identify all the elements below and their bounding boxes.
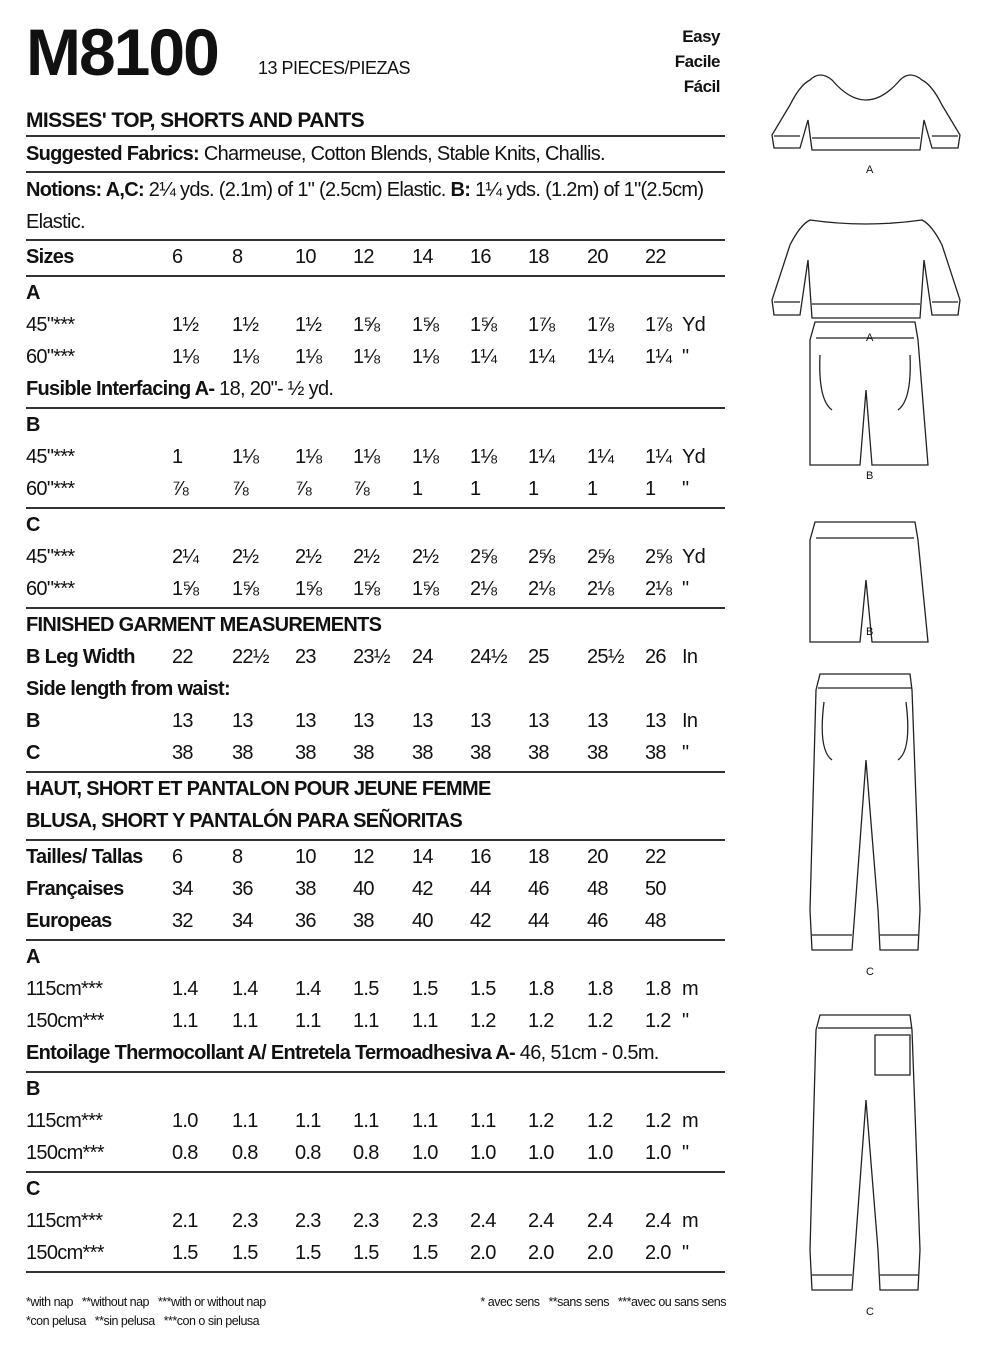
footnote-es: *con pelusa **sin pelusa ***con o sin pelusa [26, 1314, 260, 1328]
cell-value: 1.5 [353, 1242, 379, 1264]
cell-value: 2.0 [528, 1242, 554, 1264]
cell-value: 16 [470, 246, 491, 268]
cell-value: 38 [172, 742, 193, 764]
row-label: 45"*** [26, 314, 75, 336]
cell-value: 0.8 [232, 1142, 258, 1164]
cell-value: 1.2 [528, 1010, 554, 1032]
view-a-top-back-illustration [772, 220, 960, 318]
cell-value: 1⅛ [172, 346, 199, 368]
cell-value: 38 [587, 742, 608, 764]
cell-value: 1⅝ [172, 578, 199, 600]
cell-value: 13 [412, 710, 433, 732]
table-row [26, 309, 725, 341]
cell-value: 42 [470, 910, 491, 932]
cell-value: 1.1 [412, 1110, 438, 1132]
row-label: BLUSA, SHORT Y PANTALÓN PARA SEÑORITAS [26, 810, 463, 832]
notions [26, 173, 725, 241]
cell-value: 34 [232, 910, 253, 932]
cell-value: 2¼ [172, 546, 199, 568]
cell-value: 2⅛ [470, 578, 497, 600]
table-section [26, 277, 725, 409]
cell-value: 13 [353, 710, 374, 732]
cell-value: 1¼ [587, 446, 614, 468]
table-row [26, 773, 725, 805]
cell-value: 1.1 [295, 1110, 321, 1132]
table-section [26, 941, 725, 1073]
cell-value: 1.5 [353, 978, 379, 1000]
view-label: C [866, 966, 874, 978]
cell-value: 1 [528, 478, 539, 500]
cell-value: 1.1 [470, 1110, 496, 1132]
cell-value: 44 [528, 910, 549, 932]
cell-value: 1.5 [295, 1242, 321, 1264]
cell-value: 1⅛ [232, 346, 259, 368]
row-label: HAUT, SHORT ET PANTALON POUR JEUNE FEMME [26, 778, 491, 800]
cell-value: 1.8 [528, 978, 554, 1000]
yardage-table [26, 241, 725, 1273]
cell-value: 13 [470, 710, 491, 732]
cell-value: 2½ [353, 546, 380, 568]
cell-value: 40 [412, 910, 433, 932]
cell-value: 2⅛ [587, 578, 614, 600]
cell-value: ⅞ [172, 478, 188, 500]
table-row [26, 1037, 725, 1069]
cell-value: 2.0 [587, 1242, 613, 1264]
fabrics-text: Charmeuse, Cotton Blends, Stable Knits, Challis. [199, 143, 605, 165]
view-label: A [866, 164, 874, 176]
cell-value: 1.0 [528, 1142, 554, 1164]
cell-value: 2.3 [295, 1210, 321, 1232]
table-row [26, 373, 725, 405]
cell-value: 16 [470, 846, 491, 868]
row-label: Europeas [26, 910, 112, 932]
table-row [26, 241, 725, 273]
cell-value: 1⅛ [295, 346, 322, 368]
cell-value: 1.1 [232, 1010, 258, 1032]
cell-value: 1⅞ [528, 314, 555, 336]
cell-value: 1⅝ [295, 578, 322, 600]
footnote-fr: * avec sens **sans sens ***avec ou sans sens [480, 1295, 726, 1309]
cell-value: 1.2 [645, 1110, 671, 1132]
row-label: C [26, 742, 40, 764]
cell-value: 44 [470, 878, 491, 900]
table-row [26, 673, 725, 705]
cell-value: 1.5 [232, 1242, 258, 1264]
cell-value: 20 [587, 846, 608, 868]
row-label: Françaises [26, 878, 124, 900]
row-label: 150cm*** [26, 1010, 104, 1032]
table-row [26, 509, 725, 541]
cell-value: 1⅛ [353, 346, 380, 368]
row-label [26, 1037, 659, 1069]
table-row [26, 941, 725, 973]
cell-value: 38 [353, 910, 374, 932]
row-label: C [26, 514, 40, 536]
cell-value: 10 [295, 846, 316, 868]
cell-value: 13 [232, 710, 253, 732]
difficulty-fr: Facile [674, 52, 720, 71]
suggested-fabrics [26, 137, 725, 173]
table-row [26, 1105, 725, 1137]
table-row [26, 1205, 725, 1237]
table-section [26, 409, 725, 509]
cell-value: 1⅛ [232, 446, 259, 468]
cell-value: 1⅛ [412, 346, 439, 368]
cell-value: 48 [645, 910, 666, 932]
row-label: B [26, 710, 40, 732]
row-label: 150cm*** [26, 1242, 104, 1264]
cell-value: 12 [353, 846, 374, 868]
cell-value: 24 [412, 646, 433, 668]
cell-value: 2.0 [645, 1242, 671, 1264]
unit-label: m [682, 1110, 698, 1132]
table-row [26, 409, 725, 441]
table-section [26, 773, 725, 841]
cell-value: 1.4 [295, 978, 321, 1000]
cell-value: 2.4 [645, 1210, 671, 1232]
cell-value: 10 [295, 246, 316, 268]
cell-value: 1⅛ [353, 446, 380, 468]
cell-value: 23 [295, 646, 316, 668]
cell-value: 6 [172, 846, 183, 868]
view-label: A [866, 332, 874, 344]
cell-value: 22½ [232, 646, 269, 668]
row-note: 46, 51cm - 0.5m. [514, 1042, 659, 1064]
cell-value: 22 [172, 646, 193, 668]
cell-value: 2.4 [470, 1210, 496, 1232]
footnotes [26, 1293, 726, 1331]
cell-value: 6 [172, 246, 183, 268]
row-label: 45"*** [26, 546, 75, 568]
difficulty-label [640, 24, 720, 99]
unit-label: Yd [682, 546, 706, 568]
row-label: Side length from waist: [26, 678, 230, 700]
cell-value: 1.1 [295, 1010, 321, 1032]
cell-value: 18 [528, 846, 549, 868]
table-row [26, 805, 725, 837]
cell-value: 42 [412, 878, 433, 900]
pattern-number: M8100 [26, 15, 218, 89]
cell-value: 1.2 [587, 1110, 613, 1132]
cell-value: 1.5 [412, 1242, 438, 1264]
row-label: Sizes [26, 246, 74, 268]
cell-value: 13 [295, 710, 316, 732]
cell-value: 2½ [232, 546, 259, 568]
cell-value: 1.4 [232, 978, 258, 1000]
row-label: A [26, 282, 40, 304]
cell-value: 14 [412, 846, 433, 868]
footnote-en: *with nap **without nap ***with or without nap [26, 1295, 266, 1309]
row-label: 115cm*** [26, 1110, 103, 1132]
unit-label: m [682, 1210, 698, 1232]
cell-value: 38 [353, 742, 374, 764]
row-label [26, 373, 333, 405]
cell-value: 1¼ [528, 346, 555, 368]
cell-value: 1 [412, 478, 423, 500]
cell-value: 1.2 [470, 1010, 496, 1032]
cell-value: 14 [412, 246, 433, 268]
table-row [26, 1237, 725, 1269]
cell-value: 1⅞ [587, 314, 614, 336]
cell-value: 38 [295, 878, 316, 900]
row-label-text: Fusible Interfacing A- [26, 378, 215, 400]
cell-value: 0.8 [295, 1142, 321, 1164]
table-row [26, 341, 725, 373]
unit-label: " [682, 1142, 689, 1164]
table-section [26, 841, 725, 941]
notions-label: Notions: A,C: [26, 179, 144, 201]
pattern-title: MISSES' TOP, SHORTS AND PANTS [26, 104, 725, 137]
cell-value: 22 [645, 846, 666, 868]
table-row [26, 1005, 725, 1037]
table-row [26, 441, 725, 473]
cell-value: 2⅝ [470, 546, 497, 568]
row-label: A [26, 946, 40, 968]
table-row [26, 609, 725, 641]
cell-value: 36 [295, 910, 316, 932]
view-a-top-front-illustration [772, 75, 960, 150]
cell-value: 2⅛ [528, 578, 555, 600]
cell-value: 1.4 [172, 978, 198, 1000]
cell-value: 2½ [295, 546, 322, 568]
cell-value: 50 [645, 878, 666, 900]
unit-label: Yd [682, 314, 706, 336]
unit-label: " [682, 742, 689, 764]
cell-value: 23½ [353, 646, 390, 668]
cell-value: 2.3 [353, 1210, 379, 1232]
cell-value: 2.3 [232, 1210, 258, 1232]
notions-label-b: B: [450, 179, 471, 201]
cell-value: 32 [172, 910, 193, 932]
table-row [26, 641, 725, 673]
cell-value: 1.1 [353, 1010, 379, 1032]
cell-value: 1⅛ [295, 446, 322, 468]
cell-value: 1.2 [645, 1010, 671, 1032]
view-label: C [866, 1306, 874, 1318]
table-section [26, 609, 725, 773]
cell-value: ⅞ [353, 478, 369, 500]
cell-value: 18 [528, 246, 549, 268]
cell-value: 40 [353, 878, 374, 900]
row-label: B [26, 414, 40, 436]
fabrics-label: Suggested Fabrics: [26, 143, 199, 165]
cell-value: 1½ [232, 314, 259, 336]
row-label: 115cm*** [26, 978, 103, 1000]
row-label: 115cm*** [26, 1210, 103, 1232]
cell-value: 1.2 [528, 1110, 554, 1132]
cell-value: 1.1 [232, 1110, 258, 1132]
cell-value: 38 [645, 742, 666, 764]
cell-value: 38 [528, 742, 549, 764]
cell-value: 12 [353, 246, 374, 268]
unit-label: In [682, 646, 698, 668]
cell-value: 2.4 [587, 1210, 613, 1232]
cell-value: 48 [587, 878, 608, 900]
table-row [26, 277, 725, 309]
garment-illustrations [760, 60, 980, 1330]
cell-value: 1⅝ [412, 578, 439, 600]
cell-value: 1⅛ [470, 446, 497, 468]
row-label: 60"*** [26, 346, 75, 368]
cell-value: 38 [295, 742, 316, 764]
cell-value: 36 [232, 878, 253, 900]
cell-value: 38 [232, 742, 253, 764]
cell-value: 34 [172, 878, 193, 900]
cell-value: 1⅝ [412, 314, 439, 336]
row-note: 18, 20"- ½ yd. [214, 378, 334, 400]
cell-value: 1.0 [412, 1142, 438, 1164]
table-row [26, 873, 725, 905]
cell-value: 1⅝ [470, 314, 497, 336]
cell-value: 2⅝ [645, 546, 672, 568]
unit-label: Yd [682, 446, 706, 468]
row-label: 45"*** [26, 446, 75, 468]
cell-value: ⅞ [295, 478, 311, 500]
cell-value: 2⅝ [528, 546, 555, 568]
notions-text-b: 1¼ yds. (1.2m) of 1"(2.5cm) Elastic. [26, 179, 704, 233]
cell-value: 1.0 [470, 1142, 496, 1164]
cell-value: 2⅛ [645, 578, 672, 600]
table-row [26, 1073, 725, 1105]
piece-count: 13 PIECES/PIEZAS [258, 58, 411, 78]
unit-label: " [682, 578, 689, 600]
cell-value: 13 [528, 710, 549, 732]
cell-value: 38 [470, 742, 491, 764]
cell-value: 1½ [172, 314, 199, 336]
cell-value: 26 [645, 646, 666, 668]
view-c-pants-front-illustration [810, 674, 920, 950]
cell-value: 8 [232, 846, 243, 868]
table-section [26, 509, 725, 609]
cell-value: 1¼ [470, 346, 497, 368]
table-row [26, 541, 725, 573]
cell-value: 1½ [295, 314, 322, 336]
view-label: B [866, 626, 874, 638]
cell-value: 0.8 [353, 1142, 379, 1164]
table-row [26, 905, 725, 937]
view-b-shorts-back-illustration [810, 522, 928, 642]
view-label: B [866, 470, 874, 482]
cell-value: 1.5 [470, 978, 496, 1000]
row-label: Tailles/ Tallas [26, 846, 143, 868]
cell-value: 0.8 [172, 1142, 198, 1164]
cell-value: 1¼ [645, 346, 672, 368]
table-row [26, 737, 725, 769]
cell-value: 1.2 [587, 1010, 613, 1032]
cell-value: 13 [172, 710, 193, 732]
unit-label: " [682, 478, 689, 500]
row-label-text: Entoilage Thermocollant A/ Entretela Termoadhesiva A- [26, 1042, 515, 1064]
cell-value: 1 [172, 446, 183, 468]
cell-value: ⅞ [232, 478, 248, 500]
row-label: 150cm*** [26, 1142, 104, 1164]
cell-value: 1.0 [172, 1110, 198, 1132]
cell-value: 1⅝ [232, 578, 259, 600]
table-section [26, 1073, 725, 1173]
view-c-pants-back-illustration [810, 1015, 920, 1290]
table-row [26, 841, 725, 873]
cell-value: 1.1 [412, 1010, 438, 1032]
row-label: 60"*** [26, 478, 75, 500]
cell-value: 24½ [470, 646, 507, 668]
unit-label: " [682, 346, 689, 368]
notions-text: 2¼ yds. (2.1m) of 1" (2.5cm) Elastic. [143, 179, 451, 201]
table-row [26, 973, 725, 1005]
cell-value: 22 [645, 246, 666, 268]
table-row [26, 1137, 725, 1169]
cell-value: 2.3 [412, 1210, 438, 1232]
cell-value: 1⅝ [353, 578, 380, 600]
cell-value: 46 [587, 910, 608, 932]
table-row [26, 573, 725, 605]
cell-value: 13 [587, 710, 608, 732]
row-label: 60"*** [26, 578, 75, 600]
cell-value: 1⅞ [645, 314, 672, 336]
cell-value: 2⅝ [587, 546, 614, 568]
cell-value: 2.4 [528, 1210, 554, 1232]
unit-label: " [682, 1242, 689, 1264]
table-row [26, 1173, 725, 1205]
cell-value: 1⅛ [412, 446, 439, 468]
unit-label: " [682, 1010, 689, 1032]
cell-value: 13 [645, 710, 666, 732]
table-row [26, 473, 725, 505]
cell-value: 38 [412, 742, 433, 764]
cell-value: 1.8 [645, 978, 671, 1000]
table-row [26, 705, 725, 737]
cell-value: 1.0 [645, 1142, 671, 1164]
cell-value: 1.1 [172, 1010, 198, 1032]
row-label: C [26, 1178, 40, 1200]
unit-label: m [682, 978, 698, 1000]
cell-value: 1 [645, 478, 656, 500]
cell-value: 1 [470, 478, 481, 500]
table-section [26, 1173, 725, 1273]
cell-value: 1.1 [353, 1110, 379, 1132]
table-section [26, 241, 725, 277]
cell-value: 1⅝ [353, 314, 380, 336]
row-label: B [26, 1078, 40, 1100]
cell-value: 1 [587, 478, 598, 500]
cell-value: 2½ [412, 546, 439, 568]
cell-value: 1¼ [645, 446, 672, 468]
difficulty-es: Fácil [683, 77, 720, 96]
cell-value: 2.1 [172, 1210, 198, 1232]
cell-value: 25½ [587, 646, 624, 668]
difficulty-en: Easy [682, 27, 720, 46]
unit-label: In [682, 710, 698, 732]
row-label: B Leg Width [26, 646, 135, 668]
cell-value: 1.0 [587, 1142, 613, 1164]
cell-value: 8 [232, 246, 243, 268]
cell-value: 2.0 [470, 1242, 496, 1264]
cell-value: 1.5 [412, 978, 438, 1000]
cell-value: 46 [528, 878, 549, 900]
cell-value: 1.5 [172, 1242, 198, 1264]
cell-value: 1.8 [587, 978, 613, 1000]
cell-value: 20 [587, 246, 608, 268]
cell-value: 1¼ [528, 446, 555, 468]
cell-value: 1¼ [587, 346, 614, 368]
row-label: FINISHED GARMENT MEASUREMENTS [26, 614, 382, 636]
cell-value: 25 [528, 646, 549, 668]
